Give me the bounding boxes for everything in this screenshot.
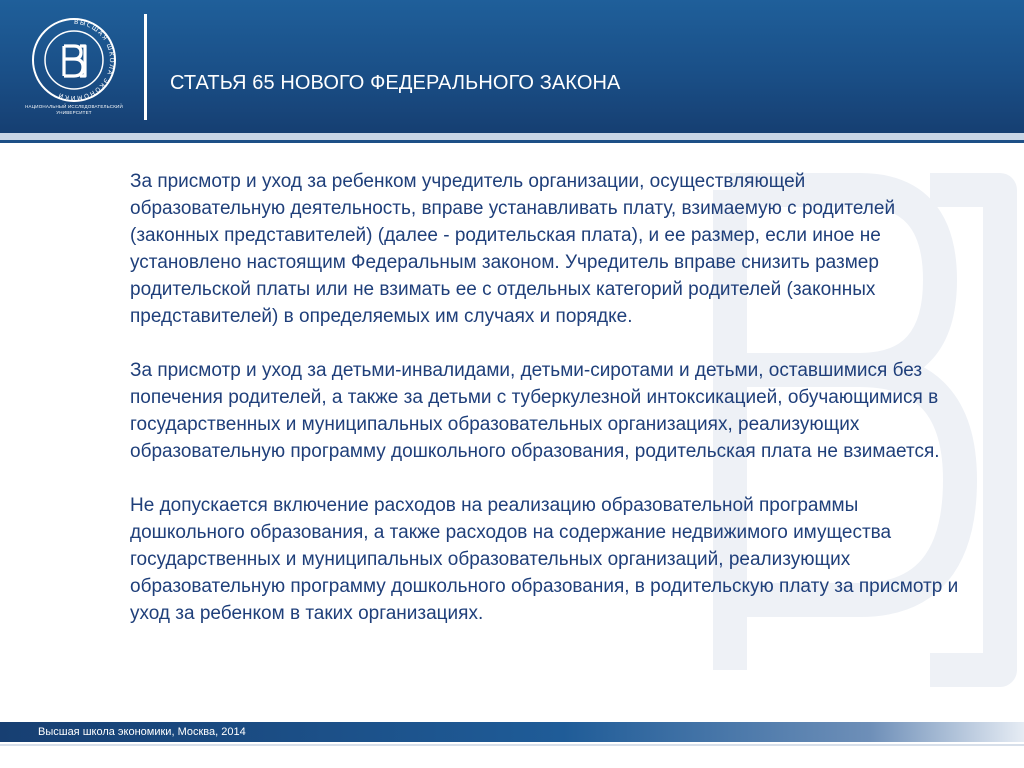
hse-logo-icon [30, 16, 118, 104]
paragraph: За присмотр и уход за ребенком учредитель организации, осуществляющей образовательную деятельность, вправе устанавливать плату, взимаемую с родителей (законных представителей) (далее - родительская плата), и ее размер, если иное не установлено настоящим Федеральным законом. Учредитель вправе снизить размер родительской платы или не взимать ее с отдельных категорий родителей (законных представителей) в определяемых им случаях и порядке. [130, 171, 896, 327]
header-stripe-dark [0, 140, 1024, 143]
logo-ring-text: ВЫСШАЯ ШКОЛА ЭКОНОМИКИ [56, 18, 116, 102]
paragraph: За присмотр и уход за детьми-инвалидами, детьми-сиротами и детьми, оставшимися без попечения родителей, а также за детьми с туберкулезной интоксикацией, обучающимися в государственных и муниципальных образовательных организациях, реализующих образовательную программу дошкольного образования, родительская плата не взимается. [130, 360, 940, 462]
paragraph: Не допускается включение расходов на реализацию образовательной программы дошкольного образования, а также расходов на содержание недвижимого имущества государственных и муниципальных образовательных организаций, реализующих образовательную программу дошкольного образования, в родительскую плату за присмотр и уход за ребенком в таких организациях. [130, 495, 959, 624]
header-stripe [0, 133, 1024, 140]
footer-rule [0, 744, 1024, 746]
footer-text: Высшая школа экономики, Москва, 2014 [38, 726, 246, 738]
article-body [130, 168, 960, 627]
page-title: СТАТЬЯ 65 НОВОГО ФЕДЕРАЛЬНОГО ЗАКОНА [170, 72, 621, 94]
logo-caption: НАЦИОНАЛЬНЫЙ ИССЛЕДОВАТЕЛЬСКИЙ УНИВЕРСИТЕТ [25, 104, 123, 115]
header-banner [0, 0, 1024, 133]
header-divider [144, 14, 147, 120]
